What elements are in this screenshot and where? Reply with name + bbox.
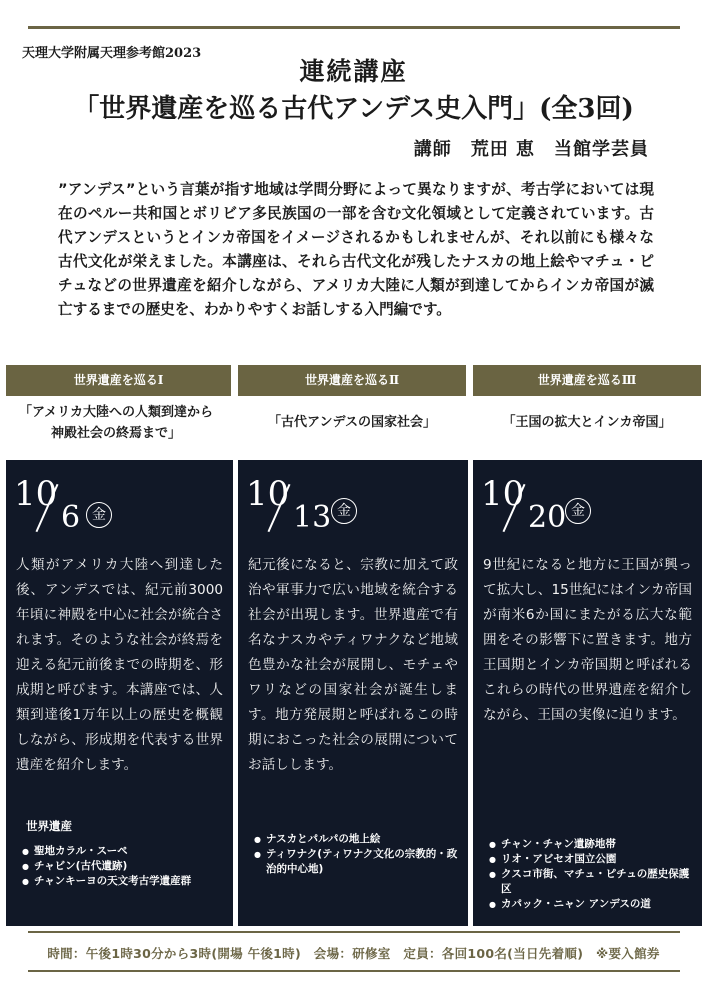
lecture-1-subtitle: 「アメリカ大陸への人類到達から神殿社会の終焉まで」	[18, 405, 214, 441]
list-item: ● チャン・チャン遺跡地帯	[489, 837, 694, 852]
lecture-3-date	[473, 460, 702, 550]
lecture-2-date	[238, 460, 468, 550]
lecture-3-subtitle: 「王国の拡大とインカ帝国」	[502, 415, 672, 430]
lecture-2-weekday: 金	[331, 498, 357, 524]
lecture-2-month: 10	[246, 474, 290, 514]
list-item: ● チャビン(古代遺跡)	[22, 859, 225, 874]
lecture-2-label: 世界遺産を巡るⅡ	[238, 365, 466, 396]
top-rule	[28, 26, 680, 29]
intro-text: ”アンデス”という言葉が指す地域は学問分野によって異なりますが、考古学においては現在のペルー共和国とボリビア多民族国の一部を含む文化領域として定義されています。古代アンデスというとインカ帝国をイメージされるかもしれませんが、それ以前にも様々な古代文化が栄えました。本講座は、それら古代文化が残したナスカの地上絵やマチュ・ピチュなどの世界遺産を紹介しながら、アメリカ大陸に人類が到達してからインカ帝国が滅亡するまでの歴史を、わかりやすくお話しする入門編です。	[58, 181, 654, 318]
list-item: ● リオ・アビセオ国立公園	[489, 852, 694, 867]
lecture-1-weekday: 金	[86, 502, 112, 528]
lecture-2-heritage-list	[254, 832, 460, 877]
list-item: ● 聖地カラル・スーペ	[22, 844, 225, 859]
lecture-1-panel	[6, 460, 233, 926]
lecture-3-weekday: 金	[565, 498, 591, 524]
lecture-1-body: 人類がアメリカ大陸へ到達した後、アンデスでは、紀元前3000年頃に神殿を中心に社会が統合されます。そのような社会が終焉を迎える紀元前後までの時期を、形成期と呼びます。本講座では、人類到達後1万年以上の歴史を概観しながら、形成期を代表する世界遺産を紹介します。	[16, 557, 223, 773]
list-item: ● カパック・ニャン アンデスの道	[489, 897, 694, 912]
lecturer: 講師 荒田 恵 当館学芸員	[413, 139, 649, 160]
lecture-2-panel	[238, 460, 468, 926]
list-item: ● クスコ市街、マチュ・ピチュの歴史保護区	[489, 867, 694, 897]
footer-rule-top	[28, 931, 680, 933]
lecture-3-heritage-list	[489, 837, 694, 912]
lecture-3-body: 9世紀になると地方に王国が興って拡大し、15世紀にはインカ帝国が南米6か国にまたがる広大な範囲をその影響下に置きます。地方王国期とインカ帝国期と呼ばれるこれらの時代の世界遺産を紹介しながら、王国の実像に迫ります。	[483, 557, 692, 723]
list-item: ● チャンキーヨの天文考古学遺産群	[22, 874, 225, 889]
lecture-2-day: 13	[293, 500, 332, 535]
footer-rule-bottom	[28, 970, 680, 972]
heritage-heading: 世界遺産	[26, 819, 72, 833]
lecture-3-label: 世界遺産を巡るⅢ	[473, 365, 701, 396]
lecture-3-panel	[473, 460, 702, 926]
lecture-2-subtitle: 「古代アンデスの国家社会」	[268, 415, 436, 430]
page-title: 「世界遺産を巡る古代アンデス史入門」(全3回)	[73, 94, 634, 124]
lecture-1-month: 10	[14, 474, 58, 514]
lecture-1-day: 6	[61, 500, 81, 535]
lecture-1-date	[6, 460, 233, 550]
museum-name: 天理大学附属天理参考館2023	[22, 46, 202, 61]
list-item: ● ナスカとパルパの地上絵	[254, 832, 460, 847]
lecture-1-heritage-list	[22, 844, 225, 889]
lecture-1-label: 世界遺産を巡るⅠ	[6, 365, 231, 396]
series-title: 連続講座	[299, 57, 408, 86]
event-info-footer: 時間：午後1時30分から3時(開場 午後1時) 会場：研修室 定員：各回100名(当日先着順) ※要入館券	[47, 946, 660, 961]
lecture-2-body: 紀元後になると、宗教に加えて政治や軍事力で広い地域を統合する社会が出現します。世界遺産で有名なナスカやティワナクなど地域色豊かな社会が展開し、モチェやワリなどの国家社会が誕生します。地方発展期と呼ばれるこの時期におこった社会の展開についてお話しします。	[248, 557, 458, 773]
lecture-3-month: 10	[481, 474, 525, 514]
lecture-3-day: 20	[528, 500, 567, 535]
list-item: ● ティワナク(ティワナク文化の宗教的・政治的中心地)	[254, 847, 460, 877]
